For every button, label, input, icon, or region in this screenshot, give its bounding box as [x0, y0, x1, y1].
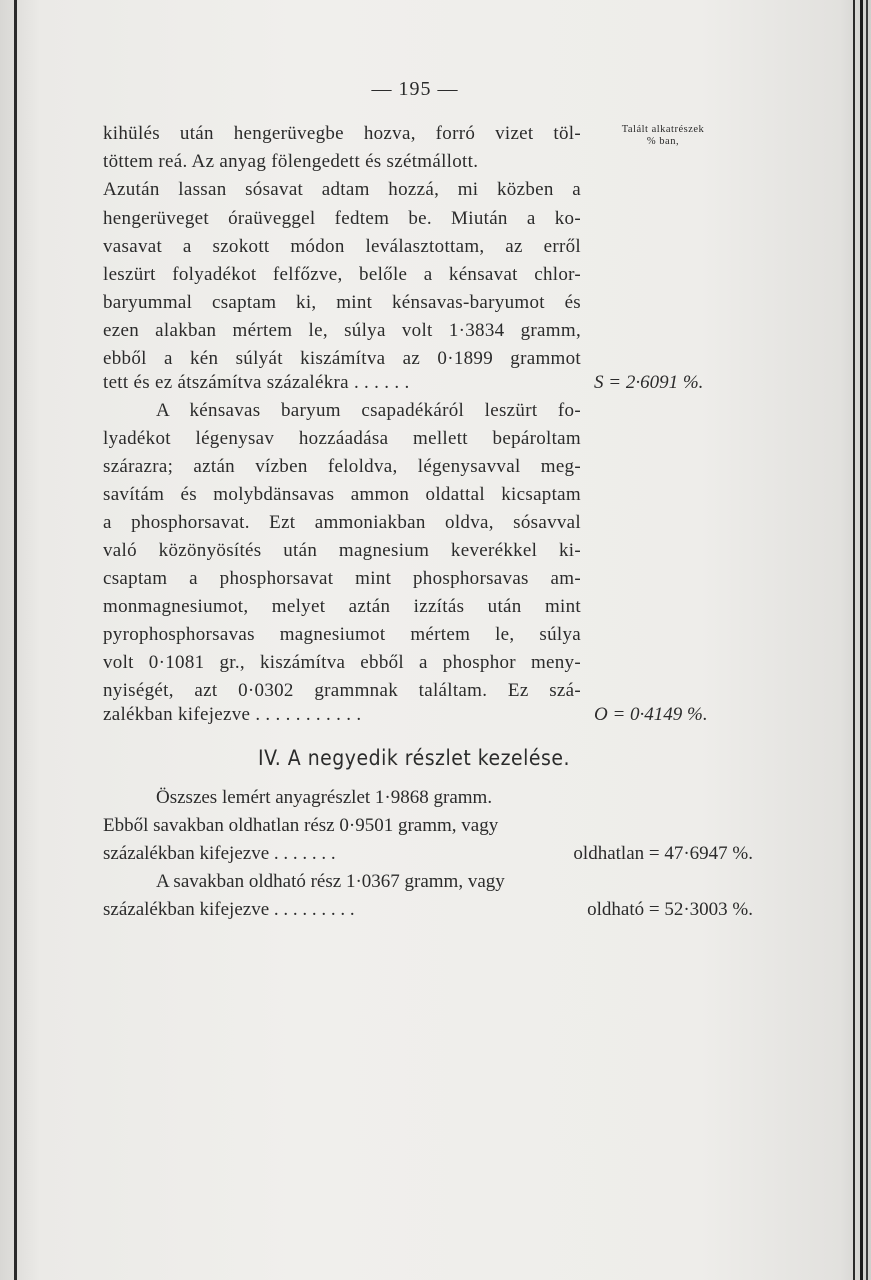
section-line-text: százalékban kifejezve . . . . . . . — [103, 843, 336, 864]
phosphorus-result: O = 0·4149 %. — [594, 704, 708, 725]
text-line: pyrophosphorsavas magnesiumot mértem le, súlya — [103, 624, 581, 645]
page-edge-right — [866, 0, 868, 1280]
margin-heading-line: Talált alkatrészek — [621, 124, 705, 135]
section-line — [103, 868, 753, 896]
text-line: tett és ez átszámítva százalékra . . . . . . — [103, 372, 410, 393]
text-line: Azután lassan sósavat adtam hozzá, mi közben a — [103, 179, 581, 200]
text-line: monmagnesiumot, melyet aztán izzítás után mint — [103, 596, 581, 617]
text-line: a phosphorsavat. Ezt ammoniakban oldva, sósavval — [103, 512, 581, 533]
section-line-text: százalékban kifejezve . . . . . . . . . — [103, 899, 355, 920]
section-line-text: Ebből savakban oldhatlan rész 0·9501 gramm, vagy — [103, 815, 499, 836]
text-line: ebből a kén súlyát kiszámítva az 0·1899 grammot — [103, 348, 581, 369]
page-number: — 195 — — [371, 78, 459, 100]
section-line-text: A savakban oldható rész 1·0367 gramm, vagy — [156, 871, 505, 892]
sulfur-result: S = 2·6091 %. — [594, 372, 704, 393]
text-line: hengerüveget óraüveggel fedtem be. Miután a ko- — [103, 208, 581, 229]
text-line: ezen alakban mértem le, súlya volt 1·3834 gramm, — [103, 320, 581, 341]
text-line: zalékban kifejezve . . . . . . . . . . . — [103, 704, 362, 725]
insoluble-result: oldhatlan = 47·6947 %. — [573, 843, 753, 864]
section-line — [103, 784, 753, 812]
page-edge-right — [853, 0, 855, 1280]
margin-heading — [593, 124, 733, 148]
text-line: nyiségét, azt 0·0302 grammnak találtam. Ez szá- — [103, 680, 581, 701]
page-edge-left — [14, 0, 17, 1280]
page-edge-right — [860, 0, 863, 1280]
section-line — [103, 896, 753, 924]
section-line — [103, 812, 753, 840]
text-line: szárazra; aztán vízben feloldva, légenysavval meg- — [103, 456, 581, 477]
text-line: savítám és molybdänsavas ammon oldattal kicsaptam — [103, 484, 581, 505]
text-line: vasavat a szokott módon leválasztottam, az erről — [103, 236, 581, 257]
text-line: töttem reá. Az anyag fölengedett és szétmállott. — [103, 151, 479, 172]
text-line: lyadékot légenysav hozzáadása mellett bepároltam — [103, 428, 581, 449]
text-line: való közönyösítés után magnesium keverékkel ki- — [103, 540, 581, 561]
section-line — [103, 840, 753, 868]
text-line: baryummal csaptam ki, mint kénsavas-baryumot és — [103, 292, 581, 313]
margin-heading-line: % ban, — [646, 136, 680, 147]
text-line: kihülés után hengerüvegbe hozva, forró vizet töl- — [103, 123, 581, 144]
soluble-result: oldható = 52·3003 %. — [587, 899, 753, 920]
text-line: volt 0·1081 gr., kiszámítva ebből a phosphor meny- — [103, 652, 581, 673]
text-line: leszürt folyadékot felfőzve, belőle a kénsavat chlor- — [103, 264, 581, 285]
section-line-text: Öszszes lemért anyagrészlet 1·9868 gramm. — [156, 787, 493, 808]
text-line: csaptam a phosphorsavat mint phosphorsavas am- — [103, 568, 581, 589]
section-heading: IV. A negyedik részlet kezelése. — [258, 746, 570, 770]
text-line: A kénsavas baryum csapadékáról leszürt fo- — [156, 400, 581, 421]
